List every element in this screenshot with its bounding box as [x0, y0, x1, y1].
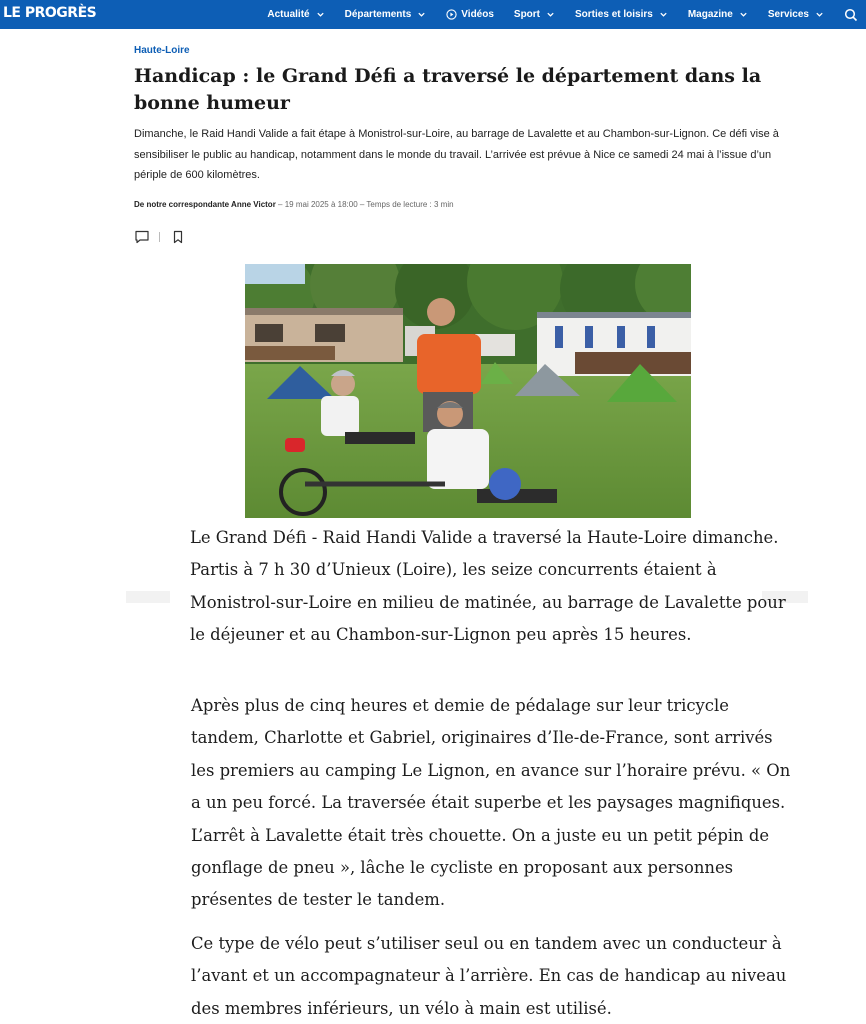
byline-meta: – 19 mai 2025 à 18:00 – Temps de lecture : 3 min [275, 200, 454, 209]
article-paragraph: Le Grand Défi - Raid Handi Valide a traversé la Haute-Loire dimanche. Partis à 7 h 30 d’Unieux (Loire), les seize concurrents étaient à Monistrol-sur-Loire en milieu de matinée, au barrage de Lavalette pour le déjeuner et au Chambon-sur-Lignon peu après 15 heures. [190, 528, 786, 645]
bookmark-icon[interactable] [170, 229, 186, 245]
nav-item-label: Magazine [687, 9, 733, 20]
chevron-down-icon [659, 10, 668, 19]
nav-item-label: Actualité [267, 9, 310, 20]
byline-author: De notre correspondante Anne Victor [134, 200, 276, 209]
top-navbar [0, 0, 866, 29]
comment-icon[interactable] [134, 229, 150, 245]
article-byline [134, 200, 454, 209]
nav-item-magazine[interactable] [688, 9, 748, 20]
nav-item-label: Sorties et loisirs [575, 9, 653, 20]
chevron-down-icon [739, 10, 748, 19]
nav-item-videos[interactable] [446, 9, 494, 20]
photo-illustration [245, 264, 691, 518]
site-logo[interactable]: LE PROGRÈS [3, 5, 97, 21]
main-nav [267, 0, 866, 29]
gray-bar-left [126, 591, 170, 603]
nav-item-departements[interactable] [345, 9, 427, 20]
nav-item-label: Services [767, 9, 809, 20]
article-paragraph: Après plus de cinq heures et demie de pédalage sur leur tricycle tandem, Charlotte et Gabriel, originaires d’Ile-de-France, sont arrivés les premiers au camping Le Lignon, en avance sur l’horaire prévu. « On a un peu forcé. La traversée était superbe et les paysages magnifiques. L’arrêt à Lavalette était très chouette. On a juste eu un petit pépin de gonflage de pneu », lâche le cycliste en proposant aux personnes présentes de tester le tandem. [191, 696, 791, 910]
nav-item-label: Sport [513, 9, 541, 20]
article-title: Handicap : le Grand Défi a traversé le département dans la bonne humeur [134, 65, 762, 114]
nav-item-services[interactable] [768, 9, 824, 20]
chevron-down-icon [546, 10, 555, 19]
chevron-down-icon [417, 10, 426, 19]
chevron-down-icon [316, 10, 325, 19]
article-kicker[interactable]: Haute-Loire [134, 45, 190, 56]
nav-item-label: Vidéos [461, 9, 494, 20]
nav-item-sport[interactable] [514, 9, 555, 20]
chevron-down-icon [815, 10, 824, 19]
actions-divider [159, 232, 160, 242]
article-actions [134, 229, 186, 245]
nav-item-actualite[interactable] [267, 9, 324, 20]
play-circle-icon [446, 9, 457, 20]
article-paragraph: Ce type de vélo peut s’utiliser seul ou en tandem avec un conducteur à l’avant et un accompagnateur à l’arrière. En cas de handicap au niveau des membres inférieurs, un vélo à main est utilisé. [191, 934, 787, 1018]
search-icon[interactable] [844, 8, 858, 22]
nav-item-sorties-et-loisirs[interactable] [575, 9, 668, 20]
nav-item-label: Départements [344, 9, 412, 20]
article-photo[interactable] [245, 264, 691, 518]
article-chapo: Dimanche, le Raid Handi Valide a fait étape à Monistrol-sur-Loire, au barrage de Lavalette et au Chambon-sur-Lignon. Ce défi vise à sensibiliser le public au handicap, notamment dans le monde du travail. L’arrivée est prévue à Nice ce samedi 24 mai à l’issue d’un périple de 600 kilomètres. [134, 128, 779, 181]
